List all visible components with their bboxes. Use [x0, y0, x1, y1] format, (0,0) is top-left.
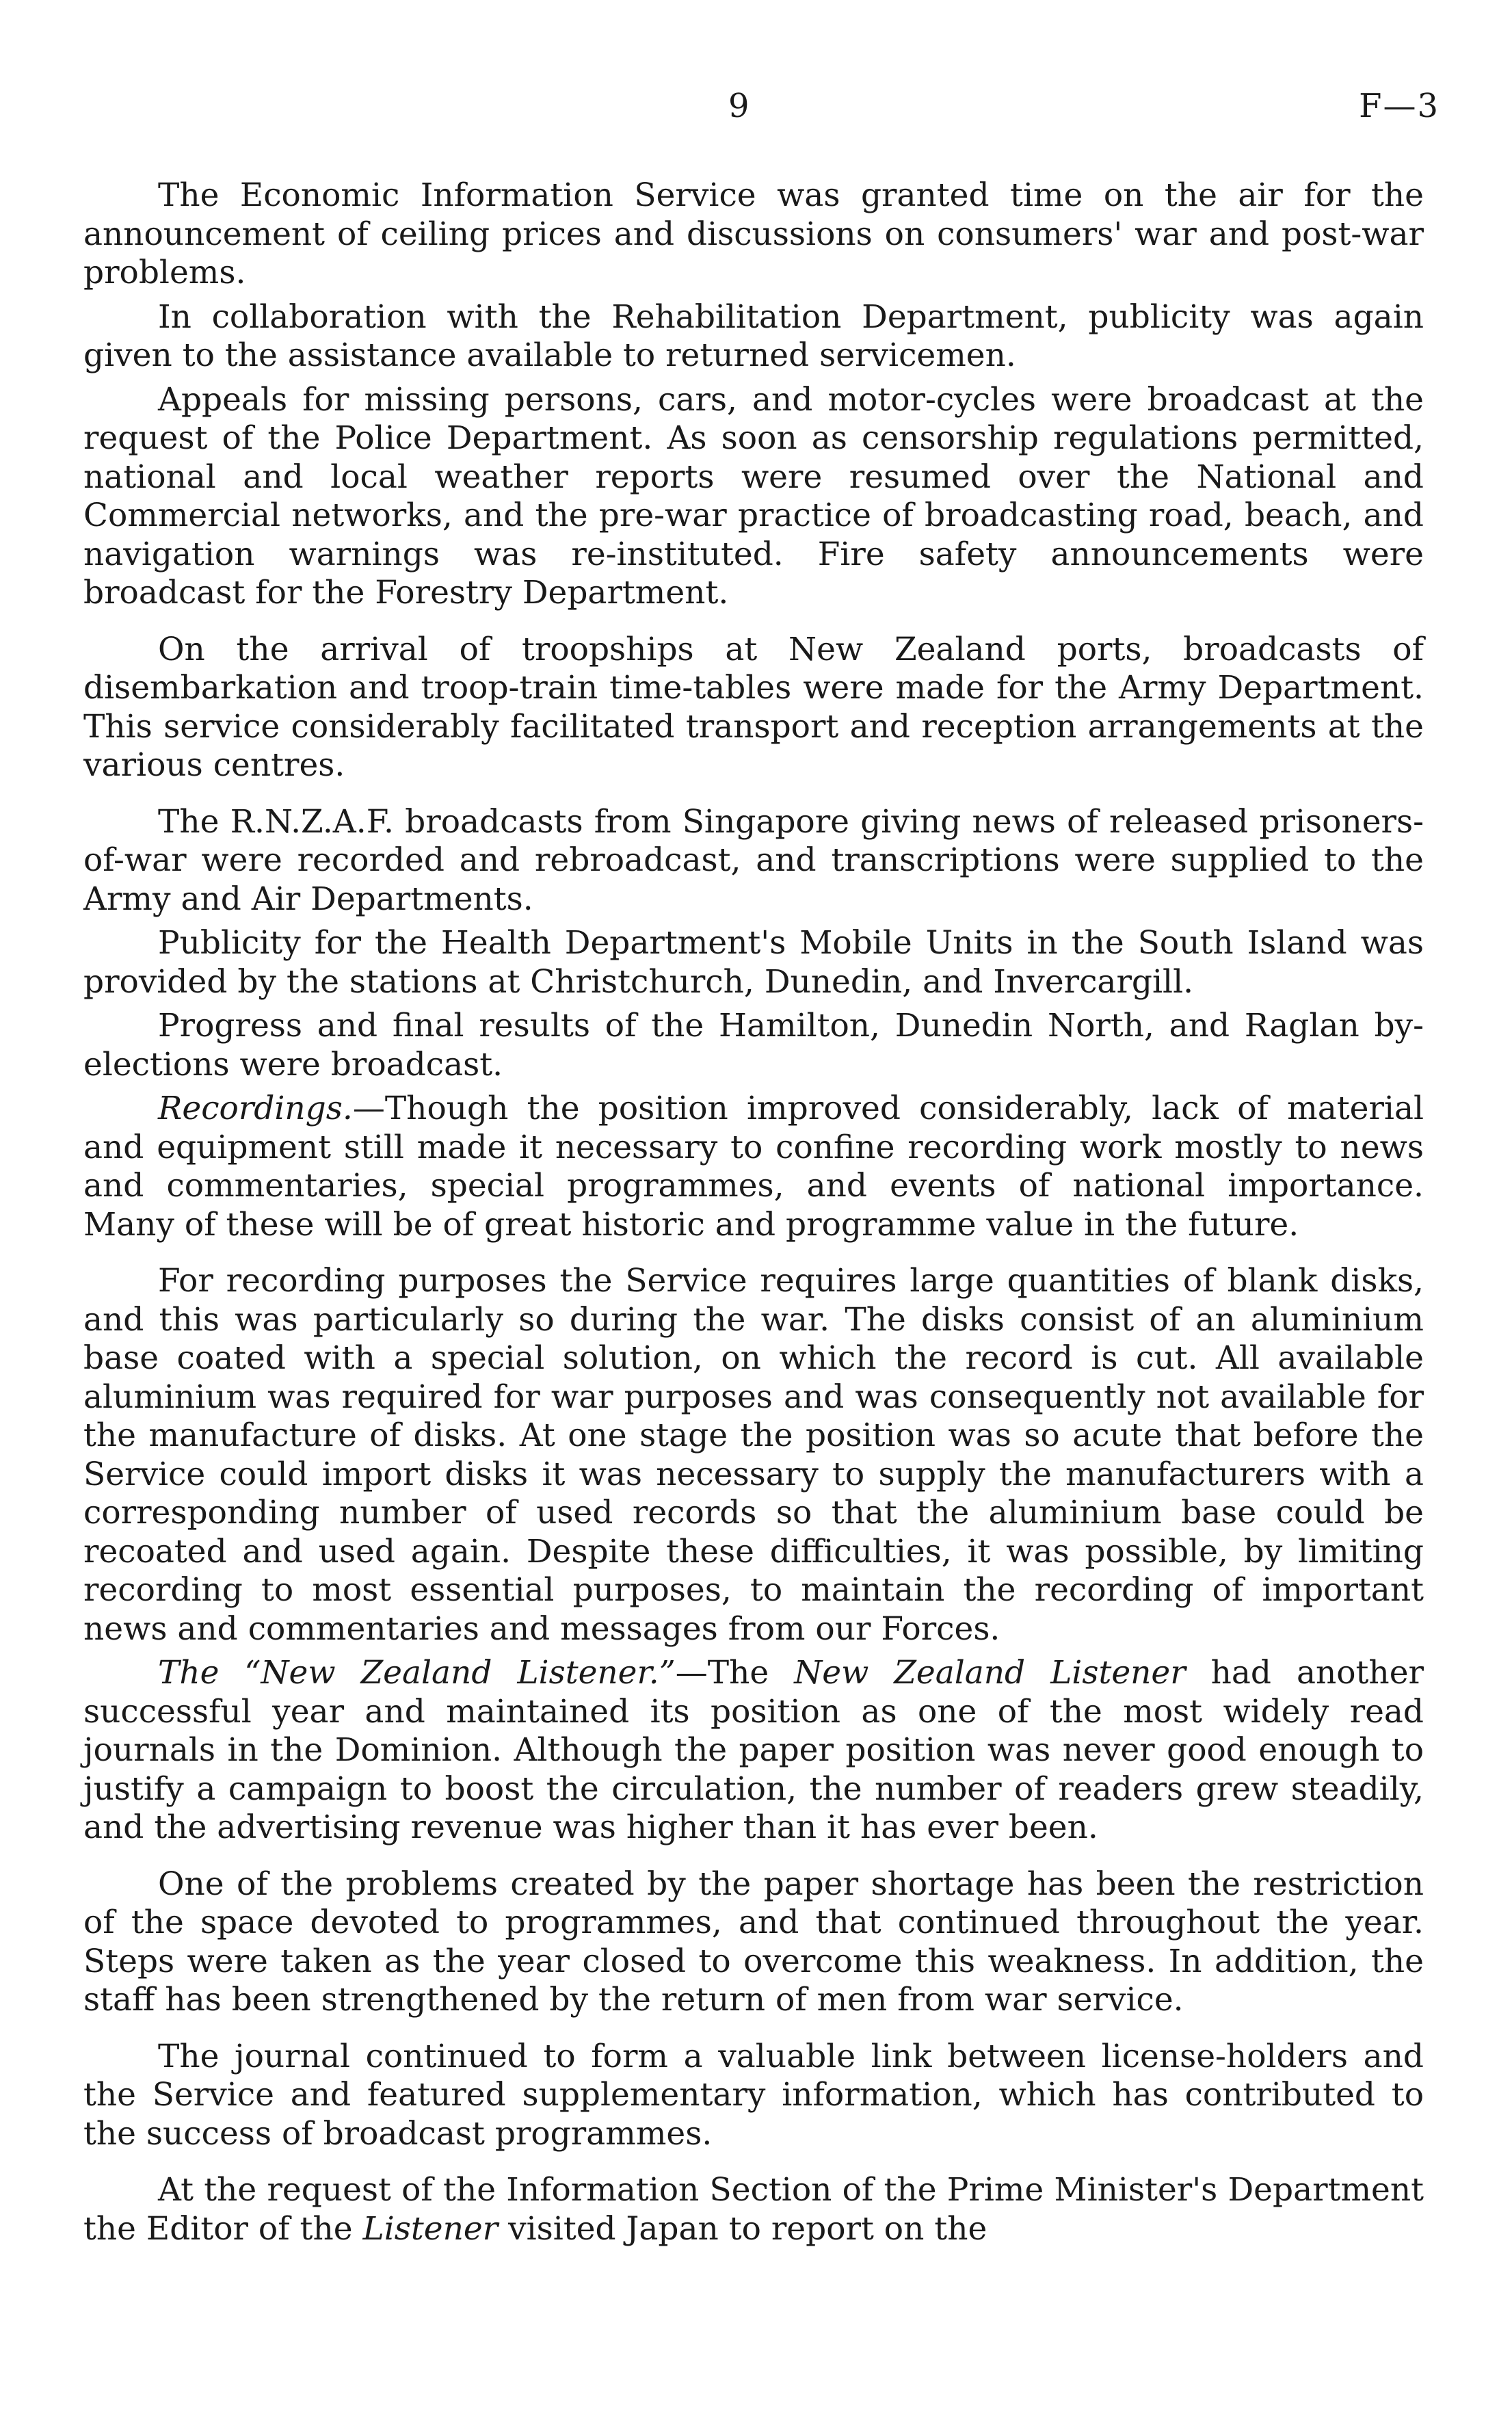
recordings-text: Though the position improved considerably, lack of material and equipment still made it necessary to confine recording work mostly to news and commentaries, special programmes, and events of national importance. Many of these will be of great historic and programme value in the future. [83, 1090, 1424, 1244]
page-number: 9 [728, 87, 750, 125]
listener-text-b: had another successful year and maintained its position as one of the most widely read journals in the Dominion. Although the paper position was never good enough to justify a campaign to boost the circulation, the number of readers grew steadily, and the advertising revenue was higher than it has ever been. [83, 1654, 1424, 1846]
paragraph-police-appeals: Appeals for missing persons, cars, and motor-cycles were broadcast at the request of the Police Department. As soon as censorship regulations permitted, national and local weather reports were resumed over the National and Commercial networks, and the pre-war practice of broadcasting road, beach, and navigation warnings was re-instituted. Fire safety announcements were broadcast for the Forestry Department. [83, 380, 1424, 612]
paragraph-troopships: On the arrival of troopships at New Zealand ports, broadcasts of disembarkation and troop-train time-tables were made for the Army Department. This service considerably facilitated transport and reception arrangements at the various centres. [83, 630, 1424, 784]
document-code: F—3 [1359, 87, 1440, 125]
recordings-heading: Recordings. [158, 1090, 353, 1127]
paragraph-recordings: Recordings.—Though the position improved considerably, lack of material and equipment still made it necessary to confine recording work mostly to news and commentaries, special programmes, and events of national importance. Many of these will be of great historic and programme value in the future. [83, 1090, 1424, 1244]
listener-heading: The “New Zealand Listener.” [158, 1654, 676, 1692]
editor-listener-title: Listener [362, 2209, 499, 2248]
listener-text-a: The [707, 1654, 769, 1692]
editor-text-b: visited Japan to report on the [508, 2209, 987, 2248]
page-header [0, 86, 1512, 140]
paragraph-blank-disks: For recording purposes the Service requires large quantities of blank disks, and this was particularly so during the war. The disks consist of an aluminium base coated with a special solution, on which the record is cut. All available aluminium was required for war purposes and was consequently not available for the manufacture of disks. At one stage the position was so acute that before the Service could import disks it was necessary to supply the manufacturers with a corresponding number of used records so that the aluminium base could be recoated and used again. Despite these difficulties, it was possible, by limiting recording to most essential purposes, to maintain the recording of important news and commentaries and messages from our Forces. [83, 1262, 1424, 1648]
listener-title: New Zealand Listener [794, 1654, 1186, 1692]
paragraph-economic-information: The Economic Information Service was granted time on the air for the announcement of ceiling prices and discussions on consumers' war and post-war problems. [83, 176, 1424, 291]
paragraph-listener: The “New Zealand Listener.”—The New Zealand Listener had another successful year and maintained its position as one of the most widely read journals in the Dominion. Although the paper position was never good enough to justify a campaign to boost the circulation, the number of readers grew steadily, and the advertising revenue was higher than it has ever been. [83, 1654, 1424, 1846]
paragraph-by-elections: Progress and final results of the Hamilton, Dunedin North, and Raglan by-elections were broadcast. [83, 1007, 1424, 1083]
paragraph-rnzaf: The R.N.Z.A.F. broadcasts from Singapore giving news of released prisoners-of-war were recorded and rebroadcast, and transcriptions were supplied to the Army and Air Departments. [83, 802, 1424, 918]
paragraph-journal-link: The journal continued to form a valuable link between license-holders and the Service and featured supplementary information, which has contributed to the success of broadcast programmes. [83, 2037, 1424, 2153]
body-text [83, 176, 1424, 2254]
paragraph-rehabilitation: In collaboration with the Rehabilitation Department, publicity was again given to the assistance available to returned servicemen. [83, 298, 1424, 374]
paragraph-paper-shortage: One of the problems created by the paper shortage has been the restriction of the space devoted to programmes, and that continued throughout the year. Steps were taken as the year closed to overcome this weakness. In addition, the staff has been strengthened by the return of men from war service. [83, 1865, 1424, 2019]
paragraph-health-units: Publicity for the Health Department's Mobile Units in the South Island was provided by the stations at Christchurch, Dunedin, and Invercargill. [83, 924, 1424, 1001]
paragraph-editor-japan [83, 2171, 1424, 2248]
editor-text-a: At the request of the Information Section of the Prime Minister's Department the Editor of the [83, 2171, 1424, 2248]
